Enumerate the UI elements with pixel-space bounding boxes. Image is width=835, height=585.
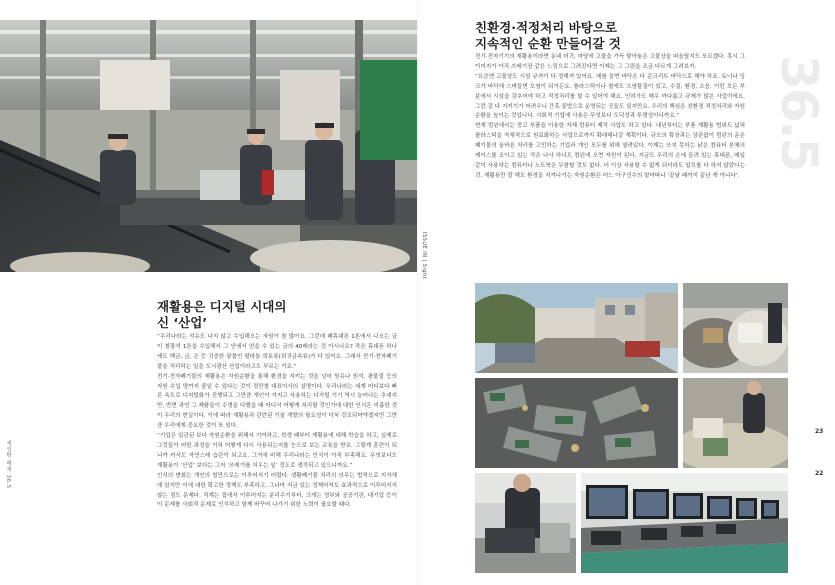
left-title-line1: 재활용은 디지털 시대의	[157, 299, 287, 314]
left-page-number-display: 22	[815, 470, 824, 477]
scrap-pile-photo	[683, 283, 788, 373]
section-tag: ISSUE IN | Sight	[421, 232, 427, 280]
right-paragraph: “요즘엔 고물상도 시설 규격이 다 정해져 있어요. 예를 들면 바닥은 다 콘크리트 바닥으로 해야 하죠. 토너나 잉크가 바닥에 스며들면 오염이 되거든요. 플라스틱이나 철에도 오염물질이 있고, 수질, 환경, 소음, 이런 모든 부분에서 시설을 갖추어야 하고 적정처리를 할 수 있어야 해요. 인허가도 매우 까다롭고 규제가 많은 사업이에요. 그런 걸 다 지키기가 어려우니 간혹 불법으로 운영되는 곳들도 있지만요. 우리의 핵심은 친환경 적정처리와 자원순환을 높이는 것입니다. 사회적 기업에 사용은 무엇보다 도덕성과 투명성이니까요.”	[475, 73, 745, 120]
running-header: 세상밖 헤세 36.5	[5, 440, 11, 489]
left-paragraph: 인식의 변화는 개인의 힘만으로는 이루어지기 어렵다. 생활폐기물 처리의 의무는 법적으로 지자체에 있지만 이에 대한 확고한 정책도 부족하고, 그나마 지금 있는 정책마저도 효과적으로 이루어지지 않는 점도 문제다. 직계는 집에서 이루어지는 분리수거부터, 크게는 정부와 공공기관, 대기업 등이 이 문제를 사회적 문제로 인식하고 함께 바꾸어 나가기 위한 노력이 필요할 때다.	[157, 472, 397, 509]
right-paragraph: 현재 컴윈에서는 중고 부품을 이용한 자체 컴퓨터 제작 사업도 하고 있다. 내년부터는 부품 재활용 범위도 넓혀 플라스틱을 자체적으로 원료화하는 사업으로까지 확대해나갈 계획이다. 규모의 확장과는 상관없이 컴윈의 운은 폐기물의 올바른 처리를 고민하는 기업과 개인 모두를 위해 열려있다. 이제는 쓰지 못하는 낡은 컴퓨터 본체의 케이스를 조이고 있는 작은 나사 하나도 컴윈에 오면 자원이 된다. 지금도 우리의 손에 들려 있는 휴대폰, 매일 같이 사용하는 컴퓨터나 노트북은 무참할 것도 없다. 더 이상 사용할 수 없게 되더라도 일모를 다 하지 않았다는 것. 재활용만 잘 해도 환경을 지켜나가는 자원순환은 어느 아구선수의 말마따나 ‘끝날 때까지 끝난 게 아니다’.	[475, 123, 745, 179]
recycling-workers-photo	[0, 20, 417, 272]
right-title-line1: 친환경·적정처리 바탕으로	[475, 20, 617, 35]
page-gutter	[417, 0, 418, 585]
right-article-title	[475, 20, 775, 52]
right-page-number: 23	[815, 428, 824, 435]
circuit-boards-photo	[475, 378, 678, 468]
left-paragraph: “우리나라는 석유도 나지 않고 수입해오는 자원이 참 많아요. 그런데 폐휴대폰 1톤에서 나오는 금이 철광석 1톤을 수입해서 그 안에서 얻을 수 있는 금의 40배라는 것 아시나요? 작은 휴대폰 하나에도 백금, 금, 은 등 귀중한 광물인 팔라듐 희토류(희귀금속류)가 다 있어요. 그래서 전기·전자폐기물을 처리하는 일을 도시광산 산업이라고도 부르는 거죠.”	[157, 334, 397, 370]
issue-number-watermark: 36.5	[770, 55, 828, 171]
left-paragraph: “기업은 일관된 보다 자원순환을 위해서 기여하고, 학생 때부터 재활용에 대해 학습을 하고, 실제로 그것들이 어떤 과정을 거쳐 어떻게 다시 사용되는지를 눈으로 보는 교육을 받죠. 그렇게 훈련이 되니까 커서도 자연스레 습관이 되고요. 그거에 비해 우리나라는 인식이 아직 부족해요. 무엇보다도 재활용이 ‘산업’ 보다는 그저 ‘쓰레기를 치우는 일’ 정도로 생각되고 있으니까요.”	[157, 433, 397, 469]
left-article-title	[157, 299, 357, 331]
monitor-test-line-photo	[581, 473, 788, 573]
right-article-body	[475, 53, 745, 182]
right-title-line2: 지속적인 순환 만들어갈 것	[475, 36, 621, 51]
left-title-line2: 신 ‘산업’	[157, 315, 208, 330]
facility-exterior-photo	[475, 283, 678, 373]
computer-repair-photo	[475, 473, 576, 573]
sorting-worker-photo	[683, 378, 788, 468]
left-article-body	[157, 333, 397, 511]
right-paragraph: 전기·전자기기의 재활용이라면 동네 어귀, 마당에 고물을 가득 쌓아놓은 고물상을 떠올릴지도 모르겠다. 혹시 그 이미지가 아직 쓰레기장 같은 느낌으로 그려진다면 이제는 그 그림을 조금 다르게 그려보자.	[475, 54, 745, 70]
left-paragraph: 전기·전자폐기물의 재활용은 자원순환을 통해 환경을 지키는 것을 넘어 원유나 원석, 광물질 등의 자원 수입 양까지 줄일 수 있다는 것이 정만철 대표이사의 설명이다. 우리나라는 세계 어디보다 빠른 속도로 디지털화가 진행되고 그만큼 개인이 가지고 사용하는 디지털 기기 역시 늘어나는 추세지만, 반면 과연 그 제품들이 수명을 다했을 때 어디서 어떻게 처리될 것인가에 대한 인식은 미흡한 것이 우리의 현실이다. 이에 따라 재활용과 관련된 기술 개발의 필요성이 더욱 강조되어야겠지만 그만큼 우리에게 중요한 것이 또 있다.	[157, 373, 397, 430]
